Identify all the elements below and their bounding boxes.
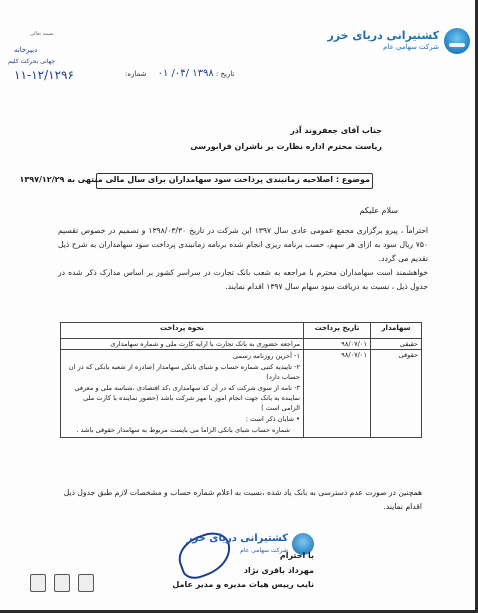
certification-badge-icon (54, 574, 70, 592)
requirement-note-label: • شایان ذکر است : (245, 415, 300, 423)
number-label: شماره: (125, 70, 147, 78)
date-cell: ۹۸/۰۷/۰۱ (304, 339, 371, 350)
company-logo (320, 28, 470, 56)
method-cell: مراجعه حضوری به بانک تجارت با ارایه کارت ملی و شماره سهامداری (61, 339, 304, 350)
recipient-title: ریاست محترم اداره نظارت بر ناشران فرابورسی (190, 142, 382, 151)
seal-company-name: کشتیرانی دریای خزر (186, 533, 288, 544)
method-steps-cell (61, 350, 304, 438)
table-header-cell: نحوه پرداخت (61, 323, 304, 339)
bismillah-label: بسمه تعالی (30, 31, 55, 37)
recipient-name: جناب آقای جعفروند آذر (290, 126, 382, 135)
logo-emblem-icon (444, 28, 470, 54)
date-number-line (125, 68, 234, 79)
requirement-note: شماره حساب شبای بانکی الزاما می بایست مربوط به سهامدار حقوقی باشد . (76, 426, 290, 434)
table-row (61, 350, 422, 438)
body-paragraph-2: خواهشمند است سهامداران محترم با مراجعه به شعب بانک تجارت در سراسر کشور بر اساس مدارک ذکر شده در جدول ذیل ، نسبت به دریافت سود سهام سال ۱۳۹۷ اقدام نمایند. (58, 268, 428, 291)
company-subtitle: شرکت سهامی عام (383, 43, 439, 51)
requirement-item: ۳- نامه از سوی شرکت که در آن کد سهامداری ،کد اقتصادی ،شناسه ملی و معرفی نماینده به بانک جهت انجام امور با مهر شرکت باشد (حضور نماینده با کارت ملی الزامی است ) (74, 384, 300, 412)
payment-table (60, 322, 422, 438)
holder-cell: حقوقی (371, 350, 422, 438)
table-header-cell: سهامدار (371, 323, 422, 339)
certification-badge-icon (78, 574, 94, 592)
requirement-item: ۱- آخرین روزنامه رسمی (232, 352, 300, 360)
registry-stamp-sub: چهانی بحرکت کلیم (8, 58, 56, 65)
letter-number: ۱۱-۱۲/۱۲۹۶ (14, 68, 74, 82)
date-cell: ۹۸/۰۷/۰۱ (304, 350, 371, 438)
table-row (61, 339, 422, 350)
certification-badges (30, 574, 97, 596)
date-label: تاریخ : (215, 70, 235, 78)
certification-badge-icon (30, 574, 46, 592)
holder-cell: حقیقی (371, 339, 422, 350)
regards-text: با احترام (279, 551, 314, 560)
signer-title: نایب رییس هیات مدیره و مدیر عامل (172, 580, 314, 589)
registry-stamp-label: دبیرخانه (14, 46, 38, 54)
requirement-item: ۲- تاییدیه کتبی شماره حساب و شبای بانکی سهامدار (صادره از شعبه بانکی که در ان حساب دارد) (68, 363, 300, 381)
seal-company-sub: شرکت سهامی عام (240, 547, 288, 554)
signer-name: مهرداد باقری نژاد (243, 566, 314, 575)
subject-line: موضوع : اصلاحیه زمانبندی پرداخت سود سهامداران برای سال مالی منتهی به ۱۳۹۷/۱۲/۲۹ (19, 175, 370, 184)
body-paragraph-1: احتراماً ، پیرو برگزاری مجمع عمومی عادی سال ۱۳۹۷ این شرکت در تاریخ ۱۳۹۸/۰۳/۳۰ و تصمیم در خصوص تقسیم ۷۵۰ ریال سود به ازای هر سهم، حسب برنامه ریزی انجام شده برنامه زمانبندی پرداخت سود سهامداران به شرح ذیل تقدیم می گردد. (58, 226, 428, 263)
table-header-row (61, 323, 422, 339)
closing-paragraph: همچنین در صورت عدم دسترسی به بانک یاد شده ،نسبت به اعلام شماره حساب و مشخصات لازم طبق جدول ذیل اقدام نمایند. (63, 488, 422, 511)
date-value: ۱۳۹۸ /۰۴/ ۰۱ (157, 68, 214, 79)
company-name: کشتیرانی دریای خزر (327, 29, 439, 42)
salutation: سلام علیکم (359, 206, 398, 215)
table-header-cell: تاریخ پرداخت (304, 323, 371, 339)
